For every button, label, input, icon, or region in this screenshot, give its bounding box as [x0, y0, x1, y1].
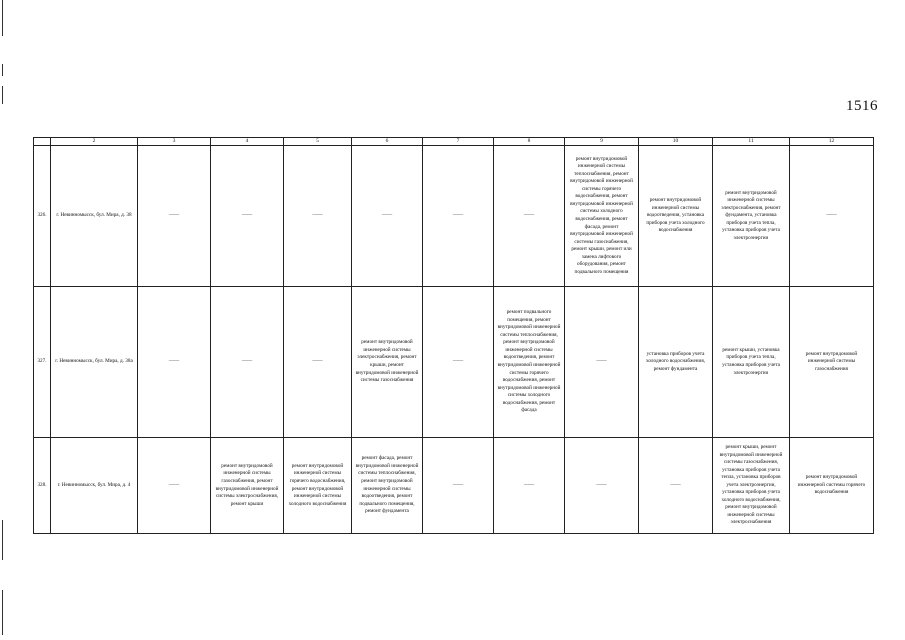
table-cell: ——: [138, 146, 211, 287]
column-header: 12: [790, 138, 874, 146]
table-row: [34, 438, 874, 534]
table-cell: ремонт внутридомовой инженерной системы газоснабжения, ремонт внутридомовой инженерной системы электроснабжения, ремонт крыши: [211, 438, 284, 534]
left-edge-mark: [2, 0, 3, 36]
table-cell: ремонт внутридомовой инженерной системы электроснабжения, ремонт крыши, ремонт внутридомовой инженерной системы газоснабжения: [352, 287, 423, 438]
table-cell: ——: [565, 438, 639, 534]
page-number: 1516: [846, 98, 878, 114]
table-cell: ремонт внутридомовой инженерной системы теплоснабжения, ремонт внутридомовой инженерной системы горячего водоснабжения, ремонт внутридомовой инженерной системы холодного водоснабжения, ремонт фасада, ремонт внутридомовой инженерной системы газоснабжения, ремонт крыши, ремонт или замена лифтового оборудования, ремонт подвального помещения: [565, 146, 639, 287]
table-cell: ——: [138, 438, 211, 534]
table-cell: ——: [423, 438, 494, 534]
table-cell: ——: [790, 146, 874, 287]
table-cell: ремонт внутридомовой инженерной системы горячего водоснабжения: [790, 438, 874, 534]
table-cell: ——: [423, 287, 494, 438]
column-header: 4: [211, 138, 284, 146]
row-number: 326.: [34, 146, 51, 287]
column-header: 2: [51, 138, 138, 146]
table-cell: ремонт внутридомовой инженерной системы газоснабжения: [790, 287, 874, 438]
table-cell: ремонт подвального помещения, ремонт внутридомовой инженерной системы теплоснабжения, ремонт внутридомовой инженерной системы водоотведения, ремонт внутридомовой инженерной системы горячего водоснабжения, ремонт внутридомовой инженерной системы холодного водоснабжения, ремонт фасада: [494, 287, 565, 438]
left-edge-mark: [2, 64, 3, 76]
column-header: 9: [565, 138, 639, 146]
column-header: 11: [713, 138, 790, 146]
table-cell: ——: [211, 287, 284, 438]
column-header: 7: [423, 138, 494, 146]
column-header: 6: [352, 138, 423, 146]
column-header: 3: [138, 138, 211, 146]
table-row: [34, 146, 874, 287]
table-cell: установка приборов учета холодного водоснабжения, ремонт фундамента: [639, 287, 713, 438]
table-cell: ремонт внутридомовой инженерной системы электроснабжения, ремонт фундамента, установка приборов учета тепла, установка приборов учета электроэнергии: [713, 146, 790, 287]
repair-schedule-table: [33, 137, 874, 534]
table-cell: ——: [494, 146, 565, 287]
row-address: г. Невинномысск, бул. Мира, д. 38а: [51, 287, 138, 438]
left-edge-mark: [2, 86, 3, 104]
table-cell: ——: [284, 287, 352, 438]
left-edge-mark: [2, 590, 3, 635]
table-cell: ремонт крыши, установка приборов учета тепла, установка приборов учета электроэнергии: [713, 287, 790, 438]
table-cell: ремонт внутридомовой инженерной системы горячего водоснабжения, ремонт внутридомовой инженерной системы холодного водоснабжения: [284, 438, 352, 534]
table-cell: ——: [565, 287, 639, 438]
table-cell: ремонт фасада, ремонт внутридомовой инженерной системы теплоснабжения, ремонт внутридомовой инженерной системы водоотведения, ремонт подвального помещения, ремонт фундамента: [352, 438, 423, 534]
row-number: 328.: [34, 438, 51, 534]
table-cell: ремонт крыши, ремонт внутридомовой инженерной системы газоснабжения, установка приборов учета тепла, установка приборов учета электроэнергии, установка приборов учета холодного водоснабжения, ремонт внутридомовой инженерной системы электроснабжения: [713, 438, 790, 534]
column-header: [34, 138, 51, 146]
table-cell: ——: [494, 438, 565, 534]
table-cell: ——: [423, 146, 494, 287]
table-cell: ——: [138, 287, 211, 438]
table-cell: ремонт внутридомовой инженерной системы водоотведения, установка приборов учета холодного водоснабжения: [639, 146, 713, 287]
column-header: 8: [494, 138, 565, 146]
row-address: г. Невинномысск, бул. Мира, д. 38: [51, 146, 138, 287]
table-cell: ——: [211, 146, 284, 287]
table-row: [34, 287, 874, 438]
row-number: 327.: [34, 287, 51, 438]
table-cell: ——: [352, 146, 423, 287]
column-number-header: [34, 138, 874, 146]
column-header: 10: [639, 138, 713, 146]
table-cell: ——: [284, 146, 352, 287]
table-cell: ——: [639, 438, 713, 534]
left-edge-mark: [2, 520, 3, 560]
row-address: г. Невинномысск, бул. Мира, д. 4: [51, 438, 138, 534]
column-header: 5: [284, 138, 352, 146]
